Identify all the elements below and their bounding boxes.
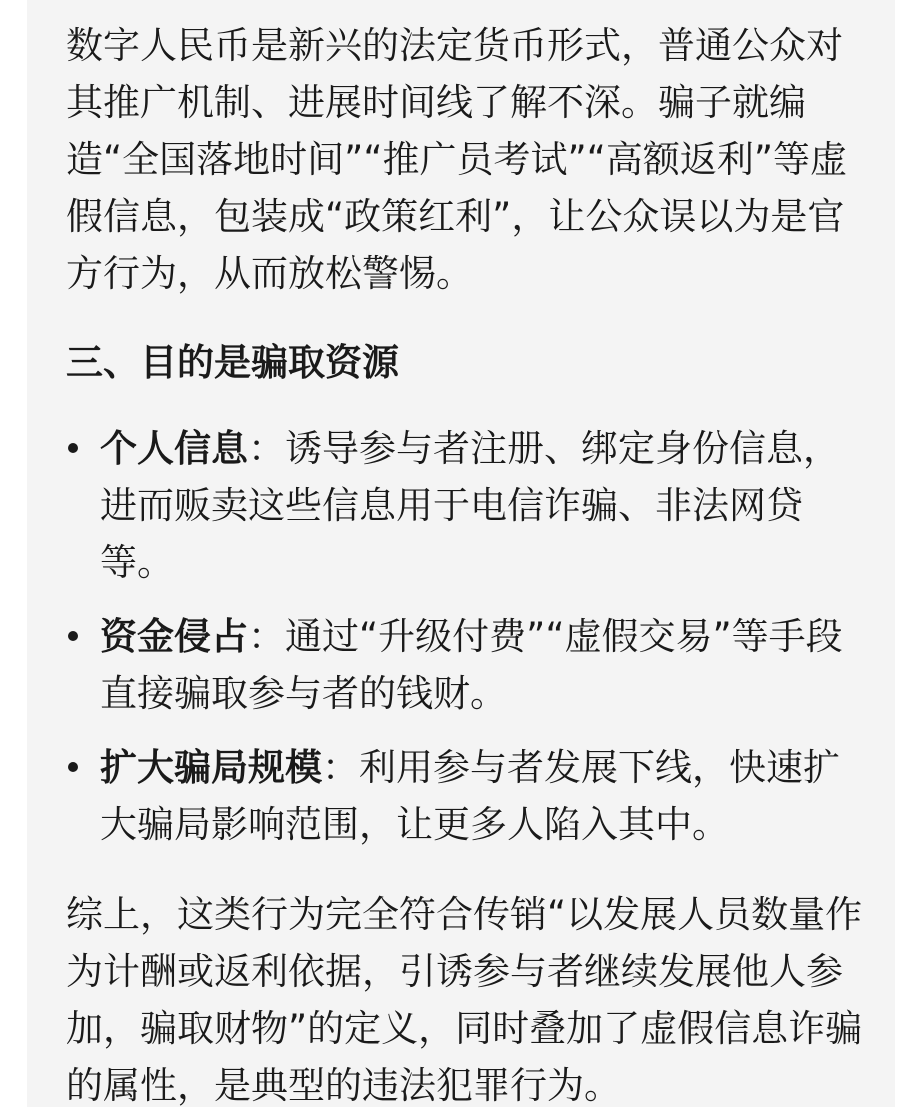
summary-paragraph: 综上，这类行为完全符合传销“以发展人员数量作为计酬或返利依据，引诱参与者继续发展他人参加，骗取财物”的定义，同时叠加了虚假信息诈骗的属性，是典型的违法犯罪行为。 — [66, 893, 863, 1107]
intro-paragraph: 数字人民币是新兴的法定货币形式，普通公众对其推广机制、进展时间线了解不深。骗子就编造“全国落地时间”“推广员考试”“高额返利”等虚假信息，包装成“政策红利”，让公众误以为是官方行为，从而放松警惕。 — [66, 24, 848, 295]
bullet-title: 扩大骗局规模 — [100, 746, 322, 789]
message-content — [66, 17, 866, 1107]
bullet-text: ：通过“升级付费”“虚假交易”等手段直接骗取参与者的钱财。 — [100, 615, 843, 715]
list-item — [66, 420, 866, 591]
bullet-dot — [68, 443, 78, 453]
bullet-dot — [68, 631, 78, 641]
list-item — [66, 739, 866, 853]
bullet-list — [66, 420, 866, 853]
list-item — [66, 608, 866, 722]
bullet-dot — [68, 762, 78, 772]
bullet-text: ：利用参与者发展下线，快速扩大骗局影响范围，让更多人陷入其中。 — [100, 746, 840, 846]
section-heading: 三、目的是骗取资源 — [66, 341, 399, 384]
bullet-title: 个人信息 — [100, 427, 248, 470]
bullet-text: ：诱导参与者注册、绑定身份信息，进而贩卖这些信息用于电信诈骗、非法网贷等。 — [100, 427, 840, 584]
bullet-title: 资金侵占 — [100, 615, 248, 658]
message-card — [27, 0, 895, 1107]
